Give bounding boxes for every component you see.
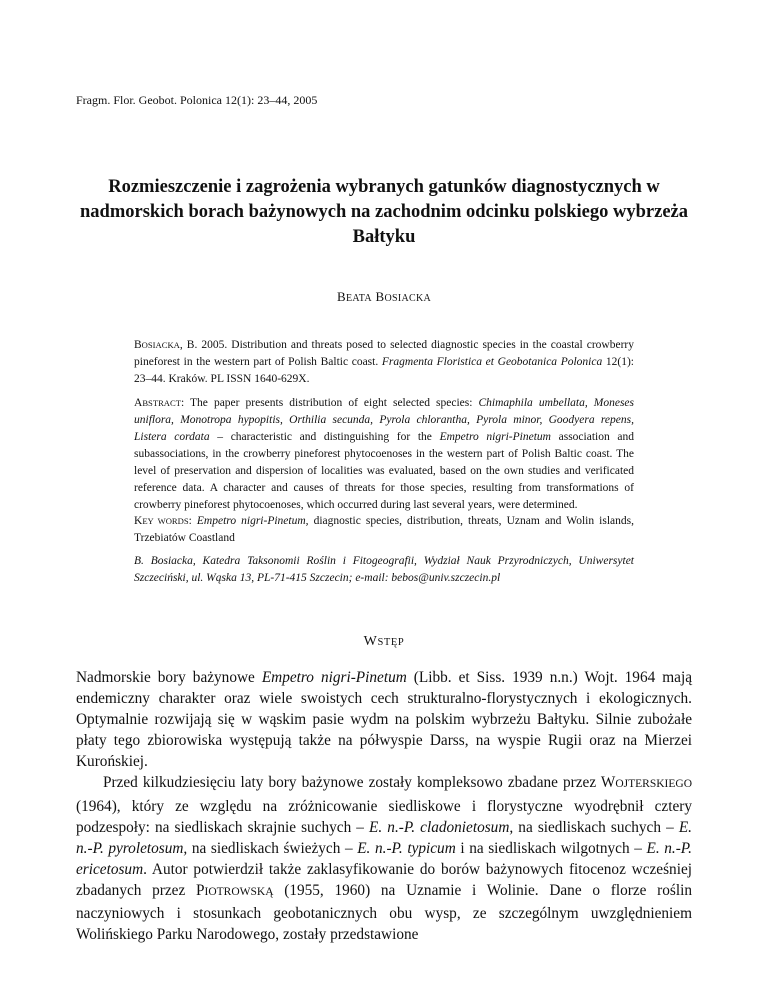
- journal-reference: Fragm. Flor. Geobot. Polonica 12(1): 23–44, 2005: [76, 93, 318, 107]
- keywords-text-2: diagnostic species, distribution, threats, Uznam and Wolin islands, Trzebiatów Coastland: [134, 515, 634, 544]
- abstract: [134, 395, 634, 514]
- author-first-rest: EATA: [345, 293, 372, 304]
- p1-text-b: (Libb. et Siss. 1939 n.n.) Wojt. 1964 mają endemiczny charakter oraz wiele swoistych cech strukturalno-florystycznych i ekologicznych. Optymalnie rozwijają się w wąskim pasie wydm na polskim wybrzeżu Bałtyku. Silnie zubożałe płaty tego zbiorowiska występują także na półwyspie Darss, na wyspie Rugii oraz na Mierzei Kurońskiej.: [76, 669, 692, 771]
- keywords-association: Empetro nigri-Pinetum,: [196, 515, 309, 527]
- paragraph-2: [76, 772, 692, 945]
- citation: [134, 337, 634, 388]
- paragraph-1: [76, 667, 692, 772]
- p1-text-a: Nadmorskie bory bażynowe: [76, 669, 262, 686]
- p2-author1-rest: OJTERSKIEGO: [615, 778, 692, 791]
- p2-subassociation-2: E. n.-P. pyroletosum,: [76, 818, 692, 857]
- keywords-label-initial: K: [134, 515, 143, 527]
- citation-author-rest: OSIACKA: [141, 340, 180, 350]
- p2-author2-rest: IOTROWSKĄ: [204, 885, 274, 898]
- p2-subassociation-1: E. n.-P. cladonietosum,: [369, 818, 514, 836]
- citation-author-initial: B: [134, 339, 142, 351]
- p2-subassociation-4: E. n.-P. ericetosum: [76, 839, 692, 878]
- keywords-label-rest: EY WORDS: [142, 516, 189, 526]
- author-name: [76, 289, 692, 305]
- paper-title: Rozmieszczenie i zagrożenia wybranych gatunków diagnostycznych w nadmorskich borach bażynowych na zachodnim odcinku polskiego wybrzeża Bałtyku: [80, 177, 688, 247]
- abstract-label-rest: BSTRACT: [142, 398, 181, 408]
- body-text: [76, 667, 692, 945]
- p2-text-c: na siedliskach suchych –: [513, 818, 679, 836]
- abstract-text-2: – characteristic and distinguishing for the: [209, 431, 440, 443]
- section-initial: W: [363, 634, 378, 649]
- author-last-initial: B: [375, 289, 385, 304]
- p2-text-a: Przed kilkudziesięciu laty bory bażynowe zostały kompleksowo zbadane przez: [103, 774, 601, 792]
- abstract-label-initial: A: [134, 397, 143, 409]
- p2-text-f: . Autor potwierdził także zaklasyfikowanie do borów bażynowych fitocenoz wcześniej zbadanych przez: [76, 860, 692, 899]
- abstract-text-3: association and subassociations, in the crowberry pineforest phytocoenoses in the western part of Polish Baltic coast. The level of preservation and dispersion of localities was evaluated, based on the own studies and verificated reference data. A character and causes of threats for those species, resulting from transformations of crowberry pineforest phytocoenoses, which occurred during last several years, were determined.: [134, 431, 634, 511]
- citation-journal: Fragmenta Floristica et Geobotanica Polonica: [381, 356, 603, 368]
- abstract-species: Chimaphila umbellata, Moneses uniflora, Monotropa hypopitis, Orthilia secunda, Pyrola chlorantha, Pyrola minor, Goodyera repens, Listera cordata: [134, 397, 634, 443]
- p2-author1-initial: W: [600, 774, 616, 792]
- keywords: [134, 513, 634, 547]
- author-last-rest: OSIACKA: [384, 293, 432, 304]
- p2-text-b: (1964), który ze względu na zróżnicowanie siedliskowe i florystyczne wyodrębnił cztery podzespoły: na siedliskach skrajnie suchych –: [76, 797, 692, 836]
- citation-text: , B. 2005. Distribution and threats posed to selected diagnostic species in the coastal crowberry pineforest in the western part of Polish Baltic coast.: [134, 339, 634, 368]
- p2-text-d: na siedliskach świeżych –: [187, 839, 358, 857]
- author-address: B. Bosiacka, Katedra Taksonomii Roślin i Fitogeografii, Wydział Nauk Przyrodniczych, Uniwersytet Szczeciński, ul. Wąska 13, PL-71-415 Szczecin; e-mail: bebos@univ.szczecin.pl: [134, 555, 634, 584]
- p2-author2-initial: P: [195, 881, 205, 899]
- section-heading: [76, 634, 692, 650]
- p2-text-g: (1955, 1960) na Uznamie i Wolinie. Dane o florze roślin naczyniowych i stosunkach geobotanicznych obu wysp, ze szczególnym uwzględnieniem Wolińskiego Parku Narodowego, zostały przedstawione: [76, 881, 692, 944]
- author-first-initial: B: [336, 289, 346, 304]
- abstract-text-1: : The paper presents distribution of eight selected species:: [181, 397, 479, 409]
- abstract-association: Empetro nigri-Pinetum: [439, 431, 551, 443]
- p2-subassociation-3: E. n.-P. typicum: [357, 839, 456, 857]
- p2-text-e: i na siedliskach wilgotnych –: [455, 839, 647, 857]
- keywords-text-1: :: [188, 515, 197, 527]
- section-rest: STĘP: [377, 637, 405, 648]
- citation-tail: 12(1): 23–44. Kraków. PL ISSN 1640-629X.: [134, 356, 635, 385]
- p1-association: Empetro nigri-Pinetum: [261, 669, 407, 686]
